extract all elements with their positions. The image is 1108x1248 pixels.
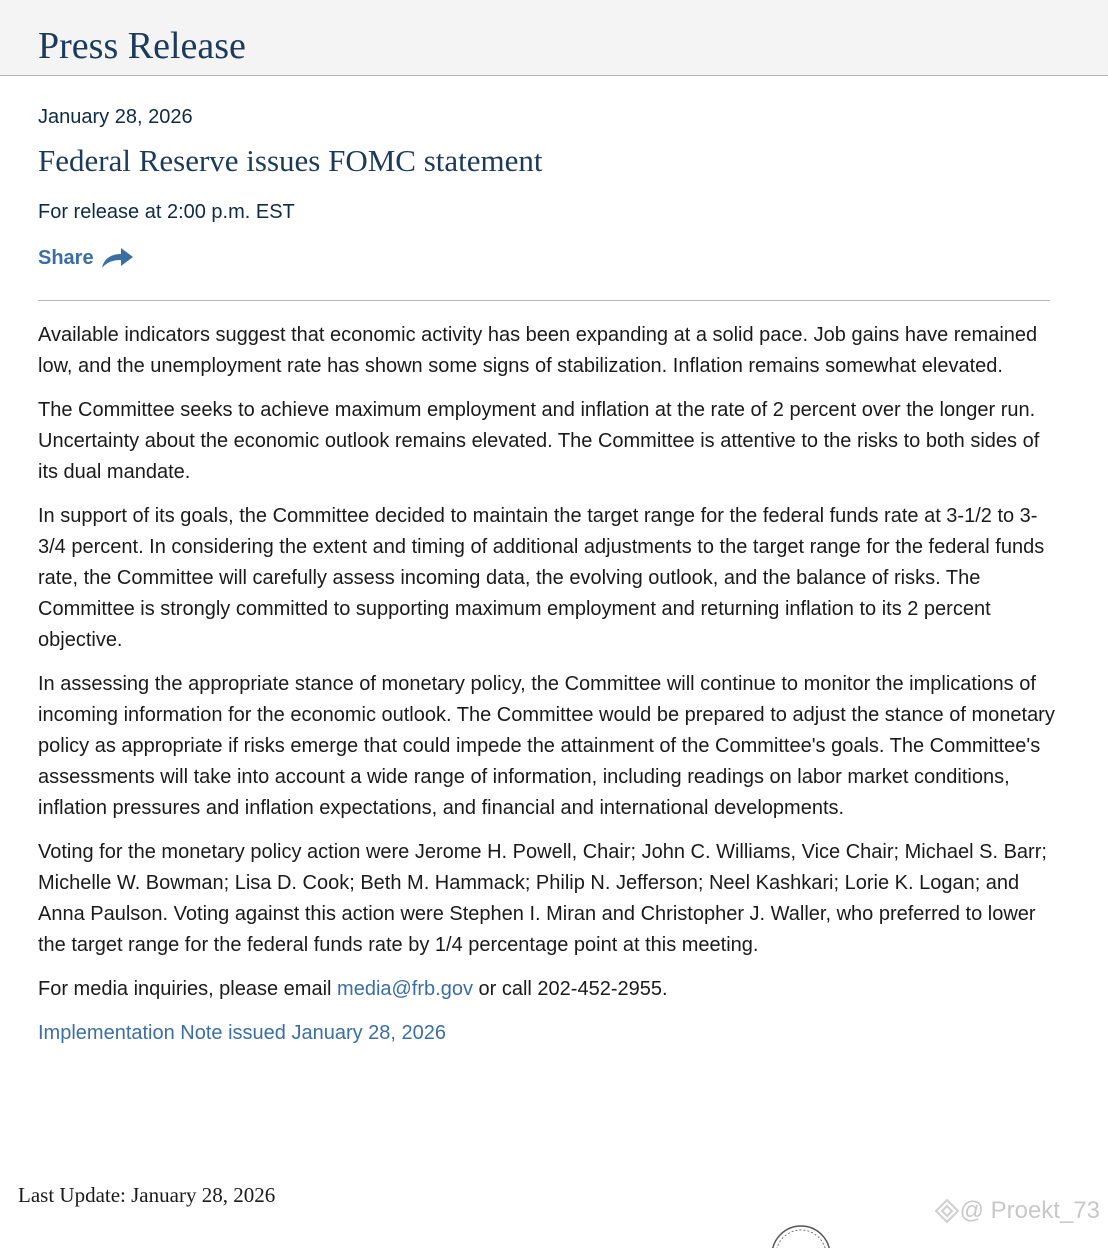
release-date: January 28, 2026 <box>38 106 193 128</box>
statement-paragraph: Available indicators suggest that economic activity has been expanding at a solid pace. Job gains have remained low, and the unemployment rate has shown some signs of stabilization. Inflation remains somewhat elevated. <box>38 324 1038 377</box>
last-update: Last Update: January 28, 2026 <box>18 1183 276 1207</box>
release-time: For release at 2:00 p.m. EST <box>38 201 295 223</box>
page-header <box>0 0 1108 76</box>
share-label: Share <box>38 246 94 269</box>
share-arrow-icon <box>100 247 134 269</box>
statement-paragraph: Voting for the monetary policy action were Jerome H. Powell, Chair; John C. Williams, Vice Chair; Michael S. Barr; Michelle W. Bowman; Lisa D. Cook; Beth M. Hammack; Philip N. Jefferson; Neel Kashkari; Lorie K. Logan; and Anna Paulson. Voting against this action were Stephen I. Miran and Christopher J. Waller, who preferred to lower the target range for the federal funds rate by 1/4 percentage point at this meeting. <box>38 841 1047 956</box>
statement-paragraph: In assessing the appropriate stance of monetary policy, the Committee will continue to monitor the implications of incoming information for the economic outlook. The Committee would be prepared to adjust the stance of monetary policy as appropriate if risks emerge that could impede the attainment of the Committee's goals. The Committee's assessments will take into account a wide range of information, including readings on labor market conditions, inflation pressures and inflation expectations, and financial and international developments. <box>38 673 1055 819</box>
release-title: Federal Reserve issues FOMC statement <box>38 143 543 178</box>
media-email-link[interactable]: media@frb.gov <box>337 978 473 1000</box>
media-prefix: For media inquiries, please email <box>38 978 338 1000</box>
watermark-logo-icon <box>934 1198 960 1224</box>
media-inquiries <box>38 974 1058 1005</box>
watermark <box>934 1196 1100 1226</box>
federal-reserve-seal-icon <box>770 1224 832 1248</box>
share-button[interactable] <box>38 243 134 273</box>
watermark-text: @ Proekt_73 <box>959 1197 1100 1224</box>
page-title: Press Release <box>38 25 246 67</box>
statement-paragraph: In support of its goals, the Committee decided to maintain the target range for the federal funds rate at 3-1/2 to 3-3/4 percent. In considering the extent and timing of additional adjustments to the target range for the federal funds rate, the Committee will carefully assess incoming data, the evolving outlook, and the balance of risks. The Committee is strongly committed to supporting maximum employment and returning inflation to its 2 percent objective. <box>38 505 1045 651</box>
implementation-note-link[interactable]: Implementation Note issued January 28, 2026 <box>38 1022 447 1044</box>
media-suffix: or call 202-452-2955. <box>472 978 668 1000</box>
statement-paragraph: The Committee seeks to achieve maximum employment and inflation at the rate of 2 percent over the longer run. Uncertainty about the economic outlook remains elevated. The Committee is attentive to the risks to both sides of its dual mandate. <box>38 399 1040 483</box>
implementation-note-paragraph <box>38 1018 1058 1049</box>
content-divider <box>38 300 1050 301</box>
statement-body <box>38 320 1058 1062</box>
